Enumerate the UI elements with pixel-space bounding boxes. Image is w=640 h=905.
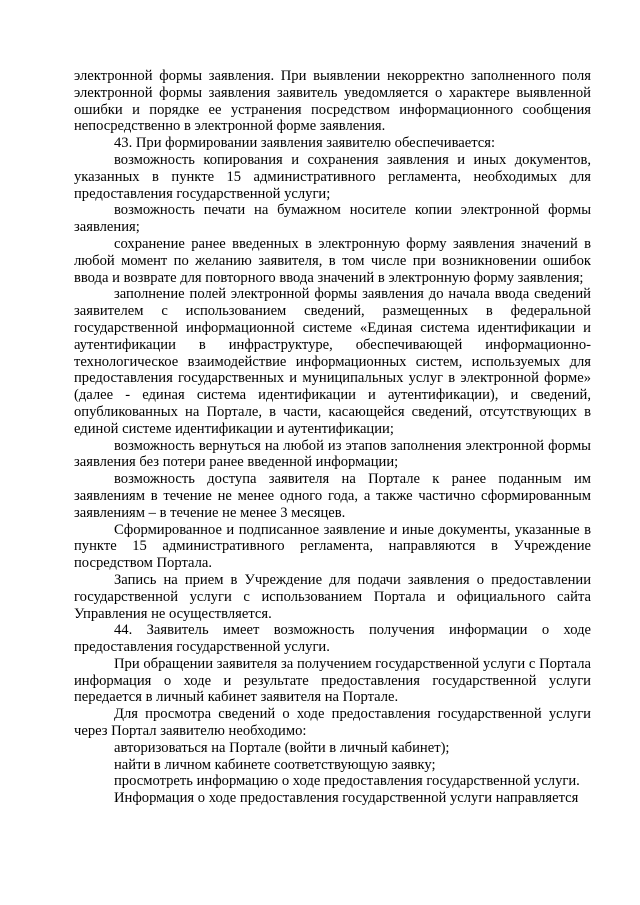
- paragraph: Запись на прием в Учреждение для подачи заявления о предоставлении государственной услуги с использованием Портала и официального сайта Управления не осуществляется.: [74, 571, 591, 622]
- paragraph: 44. Заявитель имеет возможность получения информации о ходе предоставления государственной услуги.: [74, 622, 591, 656]
- paragraph: При обращении заявителя за получением государственной услуги с Портала информация о ходе и результате предоставления государственной услуги передается в личный кабинет заявителя на Портале.: [74, 655, 591, 706]
- paragraph: Информация о ходе предоставления государственной услуги направляется: [114, 790, 579, 807]
- paragraph: найти в личном кабинете соответствующую заявку;: [114, 756, 436, 773]
- paragraph: возможность вернуться на любой из этапов заполнения электронной формы заявления без потери ранее введенной информации;: [74, 437, 591, 471]
- paragraph: возможность печати на бумажном носителе копии электронной формы заявления;: [74, 202, 591, 236]
- paragraph: 43. При формировании заявления заявителю обеспечивается:: [114, 135, 496, 152]
- paragraph: просмотреть информацию о ходе предоставления государственной услуги.: [114, 773, 580, 790]
- paragraph: авторизоваться на Портале (войти в личный кабинет);: [114, 739, 450, 756]
- document-body: [74, 68, 591, 807]
- paragraph: электронной формы заявления. При выявлении некорректно заполненного поля электронной формы заявления заявитель уведомляется о характере выявленной ошибки и порядке ее устранения посредством информационного сообщения непосредственно в электронной форме заявления.: [74, 68, 591, 135]
- paragraph: заполнение полей электронной формы заявления до начала ввода сведений заявителем с использованием сведений, размещенных в федеральной государственной информационной системе «Единая система идентификации и аутентификации в инфраструктуре, обеспечивающей информационно-технологическое взаимодействие информационных систем, используемых для предоставления государственных и муниципальных услуг в электронной форме» (далее - единая система идентификации и аутентификации), и сведений, опубликованных на Портале, в части, касающейся сведений, отсутствующих в единой системе идентификации и аутентификации;: [74, 286, 591, 437]
- paragraph: сохранение ранее введенных в электронную форму заявления значений в любой момент по желанию заявителя, в том числе при возникновении ошибок ввода и возврате для повторного ввода значений в электронную форму заявления;: [74, 235, 591, 286]
- paragraph: возможность доступа заявителя на Портале к ранее поданным им заявлениям в течение не менее одного года, а также частично сформированным заявлениям – в течение не менее 3 месяцев.: [74, 471, 591, 521]
- paragraph: возможность копирования и сохранения заявления и иных документов, указанных в пункте 15 административного регламента, необходимых для предоставления государственной услуги;: [74, 151, 591, 202]
- paragraph: Для просмотра сведений о ходе предоставления государственной услуги через Портал заявителю необходимо:: [74, 706, 591, 740]
- paragraph: Сформированное и подписанное заявление и иные документы, указанные в пункте 15 административного регламента, направляются в Учреждение посредством Портала.: [74, 521, 591, 572]
